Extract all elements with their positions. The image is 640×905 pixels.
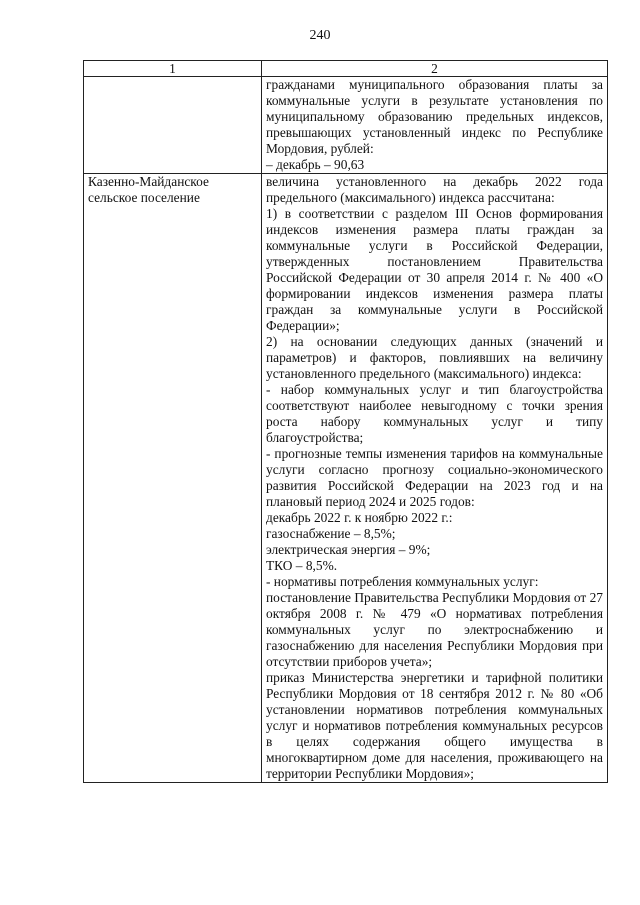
table-header-row: [84, 61, 608, 77]
paragraph: газоснабжение – 8,5%;: [266, 526, 396, 541]
paragraph: постановление Правительства Республики Мордовия от 27 октября 2008 г. № 479 «О нормативах потребления коммунальных услуг по электроснабжению и газоснабжению для населения Республики Мордовия при отсутствии приборов учета»;: [266, 590, 603, 669]
paragraph: - прогнозные темпы изменения тарифов на коммунальные услуги согласно прогнозу социально-экономического развития Российской Федерации на 2023 год и на плановый период 2024 и 2025 годов:: [266, 446, 603, 509]
table-row: [84, 77, 608, 174]
paragraph: приказ Министерства энергетики и тарифной политики Республики Мордовия от 18 сентября 2012 г. № 80 «Об установлении нормативов потребления коммунальных услуг и нормативов потребления коммунальных ресурсов в целях содержания общего имущества в многоквартирном доме для населения, проживающего на территории Республики Мордовия»;: [266, 670, 603, 781]
row-content: [262, 77, 608, 174]
column-header-1: 1: [84, 61, 262, 77]
row-label-empty: [84, 77, 262, 174]
paragraph: - нормативы потребления коммунальных услуг:: [266, 574, 539, 589]
paragraph: величина установленного на декабрь 2022 года предельного (максимального) индекса рассчитана:: [266, 174, 603, 205]
paragraph: ТКО – 8,5%.: [266, 558, 338, 573]
paragraph: – декабрь – 90,63: [266, 157, 365, 172]
paragraph: 2) на основании следующих данных (значений и параметров) и факторов, повлиявших на величину установленного предельного (максимального) индекса:: [266, 334, 603, 381]
paragraph: электрическая энергия – 9%;: [266, 542, 431, 557]
row-content: [262, 174, 608, 783]
paragraph: 1) в соответствии с разделом III Основ формирования индексов изменения размера платы граждан за коммунальные услуги в Российской Федерации, утвержденных постановлением Правительства Российской Федерации от 30 апреля 2014 г. № 400 «О формировании индексов изменения размера платы граждан за коммунальные услуги в Российской Федерации»;: [266, 206, 603, 333]
paragraph: - набор коммунальных услуг и тип благоустройства соответствуют наиболее невыгодному с точки зрения роста набору коммунальных услуг и типу благоустройства;: [266, 382, 603, 445]
page-number: 240: [309, 28, 331, 43]
paragraph: декабрь 2022 г. к ноябрю 2022 г.:: [266, 510, 453, 525]
paragraph: гражданами муниципального образования платы за коммунальные услуги в результате установления по муниципальному образованию предельных индексов, превышающих установленный индекс по Республике Мордовия, рублей:: [266, 77, 603, 156]
column-header-2: 2: [262, 61, 608, 77]
document-table: [83, 60, 608, 783]
table-row: [84, 174, 608, 783]
row-label-settlement: Казенно-Майданское сельское поселение: [84, 174, 262, 783]
